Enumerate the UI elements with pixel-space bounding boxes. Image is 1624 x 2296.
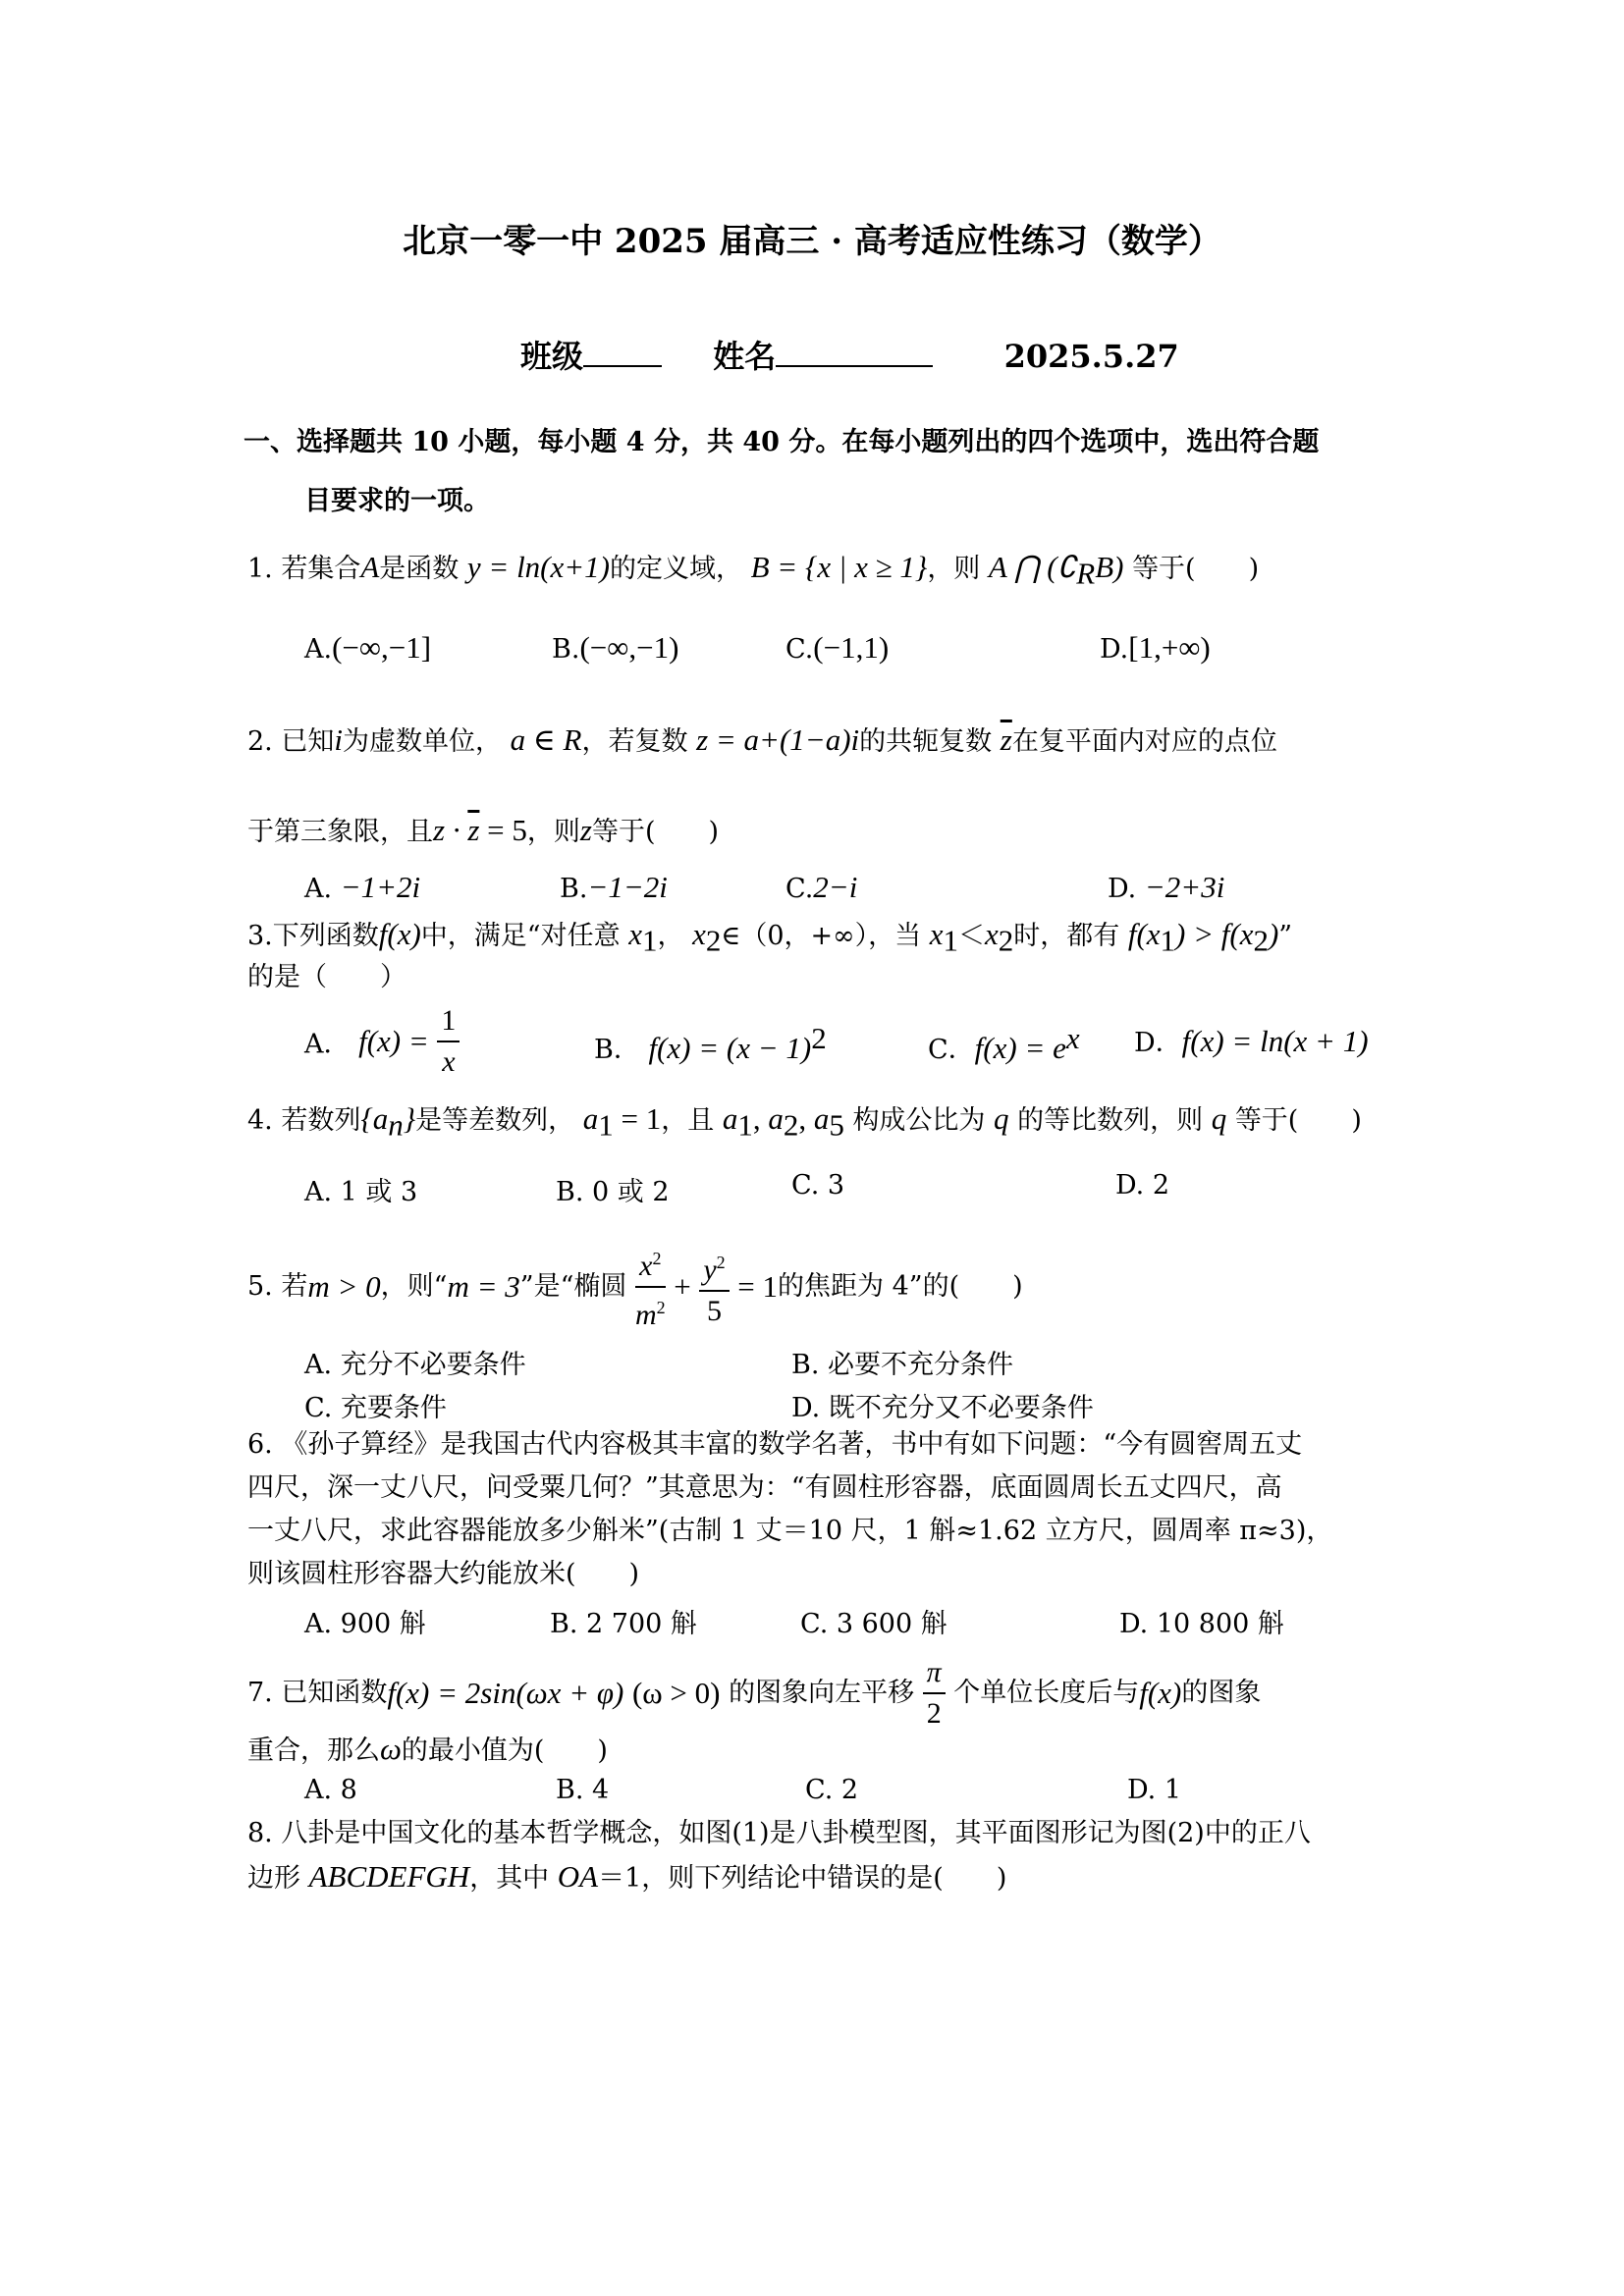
q2-option-d[interactable]: D. −2+3i xyxy=(1108,870,1225,904)
q5-option-d[interactable]: D. 既不充分又不必要条件 xyxy=(791,1393,1094,1423)
q2-option-b[interactable]: B.−1−2i xyxy=(560,870,668,904)
class-blank[interactable] xyxy=(583,338,662,367)
q1-option-d[interactable]: D.[1,+∞) xyxy=(1100,630,1211,665)
q2-option-a[interactable]: A. −1+2i xyxy=(304,870,421,904)
q4-stem: 4. 若数列$\{a_n\}$是等差数列， $a_1 = 1$，且 $a_1$, $a_2$, $a_5$ 构成公比为 q 的等比数列，则 q 等于( ) xyxy=(247,1101,1362,1143)
q5-stem: 5. 若m > 0，则“m = 3”是“椭圆 $\frac{x^2}{m^2}$ + $\frac{y^2}{5}$ = 1的焦距为 4”的( ) xyxy=(247,1239,1023,1335)
q3-option-d[interactable]: D．f(x) = ln(x + 1) xyxy=(1134,1024,1369,1058)
class-label: 班级 xyxy=(520,338,584,375)
student-info xyxy=(520,332,1179,377)
q8-stem-line2: 边形 ABCDEFGH，其中 OA＝1，则下列结论中错误的是( ) xyxy=(247,1859,1007,1894)
q8-stem-line1: 8. 八卦是中国文化的基本哲学概念，如图(1)是八卦模型图，其平面图形记为图(2)中的正八 xyxy=(247,1818,1311,1848)
q6-stem-line1: 6. 《孙子算经》是我国古代内容极其丰富的数学名著，书中有如下问题：“今有圆窖周五丈 xyxy=(247,1429,1303,1460)
q3-stem-line1: 3.下列函数f(x)中，满足“对任意 $x_1$， $x_2\in(0$，+∞），当 $x_1<x_2$时，都有 $f(x_1) > f(x_2)$” xyxy=(247,917,1293,958)
exam-date: 2025.5.27 xyxy=(1003,338,1179,375)
page-title: 北京一零一中 2025 届高三 · 高考适应性练习（数学） xyxy=(403,222,1221,261)
q7-stem-line1: 7. 已知函数f(x) = 2sin(ωx + φ) (ω > 0) 的图象向左平移 $\frac{\pi}{2}$ 个单位长度后与f(x)的图象 xyxy=(247,1653,1261,1734)
q2-stem-line1: 2. 已知i为虚数单位， a ∈ R，若复数 z = a+(1−a)i的共轭复数 $\overline{z}$在复平面内对应的点位 xyxy=(247,722,1277,757)
q1-option-c[interactable]: C.(−1,1) xyxy=(785,630,890,665)
q6-stem-line4: 则该圆柱形容器大约能放米( ) xyxy=(247,1559,640,1589)
q7-option-d[interactable]: D. 1 xyxy=(1127,1775,1182,1805)
q7-option-a[interactable]: A. 8 xyxy=(304,1775,357,1805)
name-blank[interactable] xyxy=(776,338,933,367)
q7-option-b[interactable]: B. 4 xyxy=(556,1775,610,1805)
q5-option-c[interactable]: C. 充要条件 xyxy=(304,1393,447,1423)
q1-stem: 1. 若集合A是函数 y = ln(x+1)的定义域， B = {x | x ≥ 1}，则 A ⋂ $(∁_RB)$ 等于( ) xyxy=(247,550,1260,591)
q4-option-d[interactable]: D. 2 xyxy=(1115,1170,1170,1201)
q1-option-a[interactable]: A.(−∞,−1] xyxy=(304,630,432,665)
name-label: 姓名 xyxy=(713,338,777,375)
q6-option-c[interactable]: C. 3 600 斛 xyxy=(800,1609,947,1639)
q6-stem-line2: 四尺，深一丈八尺，问受粟几何？”其意思为：“有圆柱形容器，底面圆周长五丈四尺，高 xyxy=(247,1472,1282,1503)
q6-option-b[interactable]: B. 2 700 斛 xyxy=(550,1609,697,1639)
q6-option-a[interactable]: A. 900 斛 xyxy=(304,1609,426,1639)
q6-option-d[interactable]: D. 10 800 斛 xyxy=(1119,1609,1284,1639)
q4-option-b[interactable]: B. 0 或 2 xyxy=(556,1177,670,1207)
q6-stem-line3: 一丈八尺，求此容器能放多少斛米”(古制 1 丈＝10 尺，1 斛≈1.62 立方尺，圆周率 π≈3)， xyxy=(247,1516,1333,1546)
q2-stem-line2: 于第三象限，且$z \cdot \overline{z} = 5$，则z等于( ) xyxy=(247,813,720,847)
q7-option-c[interactable]: C. 2 xyxy=(805,1775,859,1805)
q1-option-b[interactable]: B.(−∞,−1) xyxy=(552,630,679,665)
section1-heading: 一、选择题共 10 小题，每小题 4 分，共 40 分。在每小题列出的四个选项中，选出符合题 xyxy=(244,427,1320,457)
q3-option-b[interactable]: B． $f(x) = (x - 1)^2$ xyxy=(594,1021,827,1065)
q4-option-c[interactable]: C. 3 xyxy=(791,1170,845,1201)
q3-option-c[interactable]: C．$f(x) = e^x$ xyxy=(928,1021,1080,1065)
q5-option-b[interactable]: B. 必要不充分条件 xyxy=(791,1350,1014,1380)
q4-option-a[interactable]: A. 1 或 3 xyxy=(304,1177,418,1207)
q3-option-a[interactable]: A． f(x) = $\frac{1}{x}$ xyxy=(304,1001,460,1082)
section1-heading-cont: 目要求的一项。 xyxy=(304,486,490,516)
q5-option-a[interactable]: A. 充分不必要条件 xyxy=(304,1350,526,1380)
q3-stem-line2: 的是（ ） xyxy=(247,962,406,992)
q7-stem-line2: 重合，那么ω的最小值为( ) xyxy=(247,1732,608,1766)
q2-option-c[interactable]: C.2−i xyxy=(785,870,858,904)
